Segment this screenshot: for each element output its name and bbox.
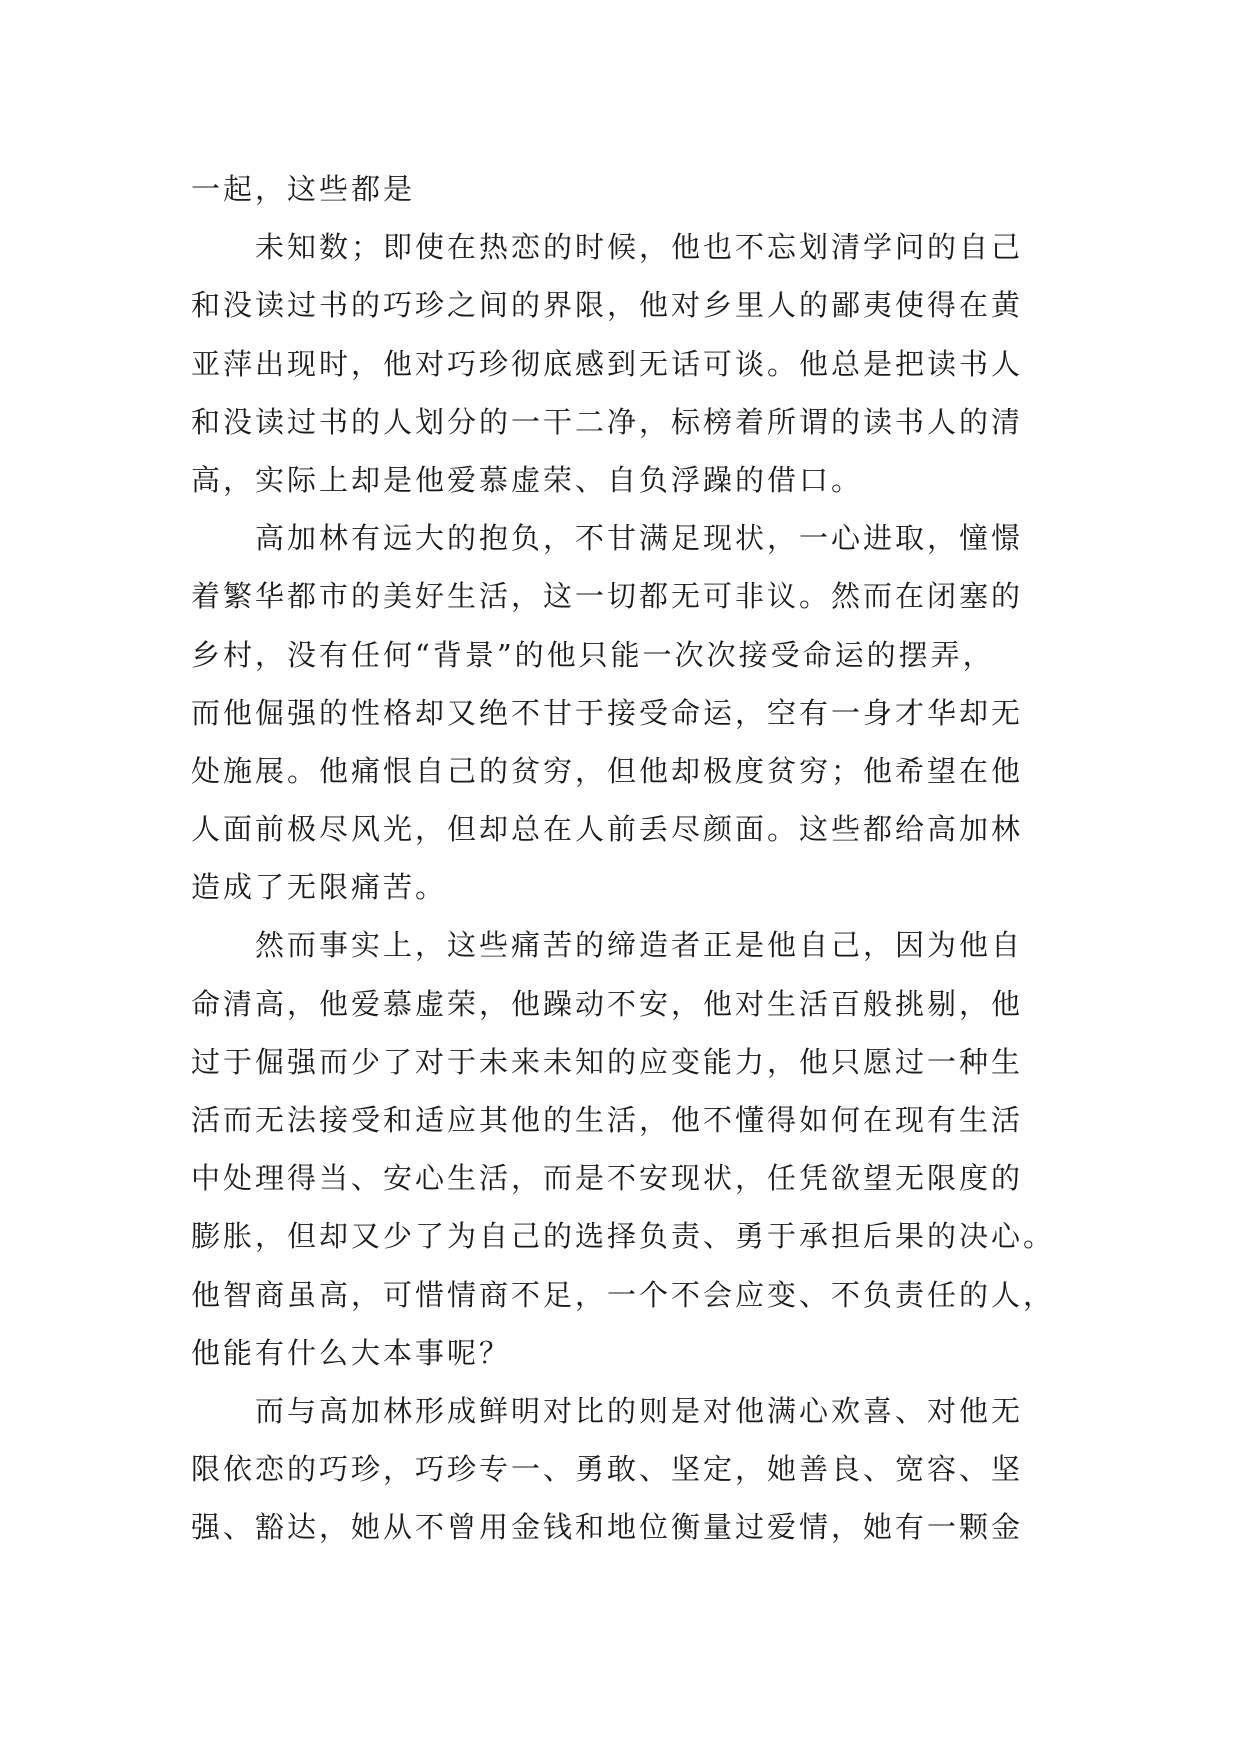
text-line: 中处理得当、安心生活，而是不安现状，任凭欲望无限度的 [191,1161,1024,1196]
text-line: 活而无法接受和适应其他的生活，他不懂得如何在现有生活 [191,1103,1024,1137]
text-line: 亚萍出现时，他对巧珍彻底感到无话可谈。他总是把读书人 [191,346,1024,381]
text-line: 处施展。他痛恨自己的贫穷，但他却极度贫穷；他希望在他 [191,753,1024,788]
text-line: 命清高，他爱慕虚荣，他躁动不安，他对生活百般挑剔，他 [191,986,1024,1021]
text-line: 造成了无限痛苦。 [191,870,448,905]
text-line: 限依恋的巧珍，巧珍专一、勇敢、坚定，她善良、宽容、坚 [191,1452,1024,1487]
paragraph-first-line: 而与高加林形成鲜明对比的则是对他满心欢喜、对他无 [255,1393,1024,1428]
text-line: 一起，这些都是 [191,172,416,206]
text-line: 膨胀，但却又少了为自己的选择负责、勇于承担后果的决心。 [191,1219,1056,1254]
text-line: 高，实际上却是他爱慕虚荣、自负浮躁的借口。 [191,462,864,497]
text-line: 乡村，没有任何“背景”的他只能一次次接受命运的摆弄， [191,637,995,672]
text-line: 强、豁达，她从不曾用金钱和地位衡量过爱情，她有一颗金 [191,1510,1024,1545]
text-line: 着繁华都市的美好生活，这一切都无可非议。然而在闭塞的 [191,579,1024,614]
text-line: 他能有什么大本事呢？ [191,1335,512,1370]
paragraph-first-line: 高加林有远大的抱负，不甘满足现状，一心进取，憧憬 [255,521,1024,556]
paragraph-first-line: 未知数；即使在热恋的时候，他也不忘划清学问的自己 [255,230,1024,265]
text-line: 和没读过书的巧珍之间的界限，他对乡里人的鄙夷使得在黄 [191,288,1024,323]
text-line: 人面前极尽风光，但却总在人前丢尽颜面。这些都给高加林 [191,812,1024,847]
text-line: 而他倔强的性格却又绝不甘于接受命运，空有一身才华却无 [191,695,1024,730]
text-line: 和没读过书的人划分的一干二净，标榜着所谓的读书人的清 [191,404,1024,439]
body-text [191,160,1057,1557]
text-line: 过于倔强而少了对于未来未知的应变能力，他只愿过一种生 [191,1044,1024,1079]
paragraph-first-line: 然而事实上，这些痛苦的缔造者正是他自己，因为他自 [255,928,1024,963]
text-line: 他智商虽高，可惜情商不足，一个不会应变、不负责任的人， [191,1277,1056,1312]
